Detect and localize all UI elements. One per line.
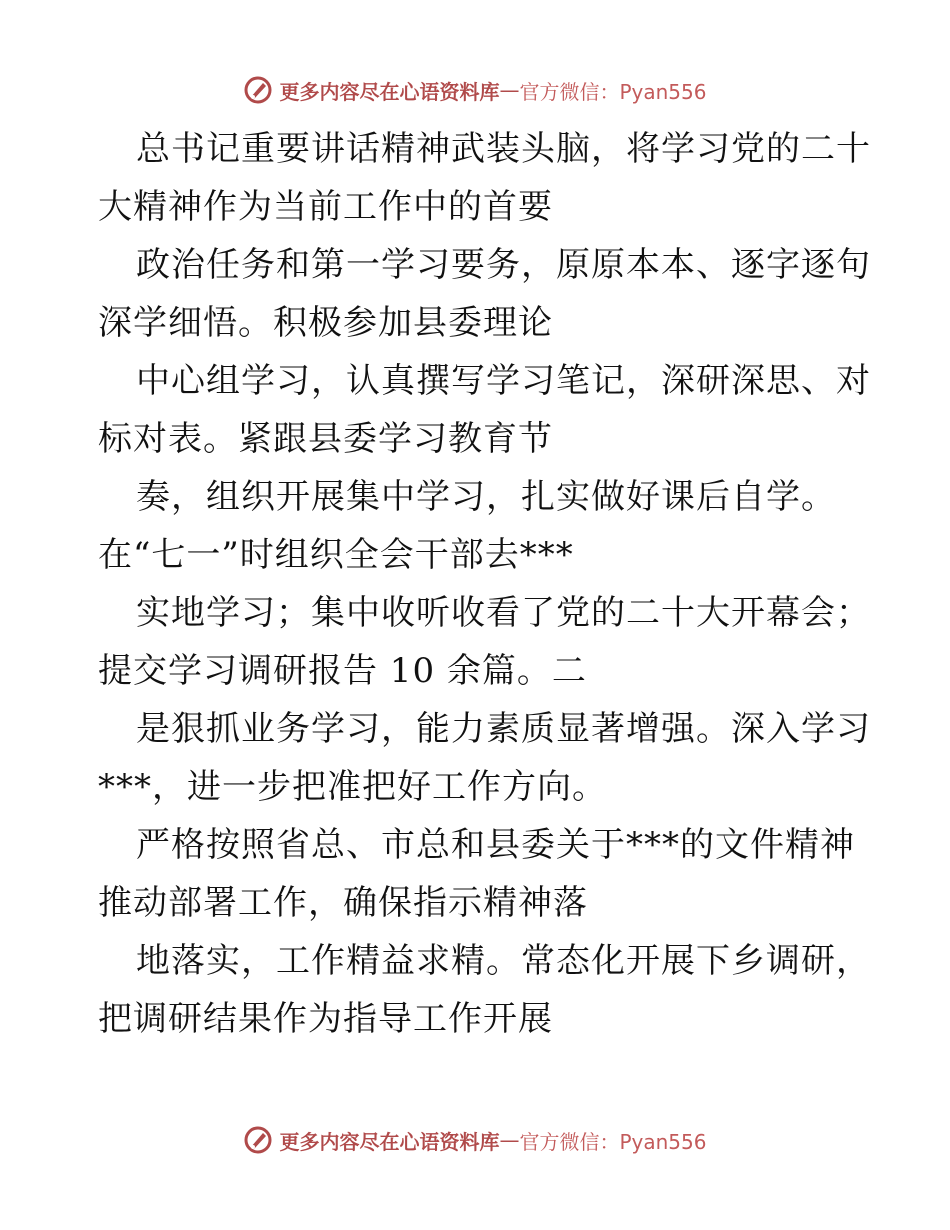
body-line: 总书记重要讲话精神武装头脑，将学习党的二十 <box>136 129 871 169</box>
footer-banner-main: 更多内容尽在心语资料库 <box>279 1129 500 1154</box>
body-line: 在“七一”时组织全会干部去*** <box>98 535 574 575</box>
body-line: 标对表。紧跟县委学习教育节 <box>98 419 553 459</box>
footer-banner-dash: — <box>499 1128 520 1152</box>
body-line: 推动部署工作，确保指示精神落 <box>98 883 588 923</box>
body-line: ***，进一步把准把好工作方向。 <box>98 767 607 807</box>
pen-nib-logo-icon <box>243 1125 273 1155</box>
body-line: 政治任务和第一学习要务，原原本本、逐字逐句 <box>136 245 871 285</box>
body-line: 是狠抓业务学习，能力素质显著增强。深入学习 <box>136 709 871 749</box>
body-line: 提交学习调研报告 10 余篇。二 <box>98 651 587 691</box>
document-body <box>98 120 871 1048</box>
body-line: 深学细悟。积极参加县委理论 <box>98 303 553 343</box>
header-banner <box>0 72 950 108</box>
pen-nib-logo-icon <box>243 75 273 105</box>
header-banner-main: 更多内容尽在心语资料库 <box>279 79 500 104</box>
body-line: 把调研结果作为指导工作开展 <box>98 999 553 1039</box>
body-line: 严格按照省总、市总和县委关于***的文件精神 <box>136 825 855 865</box>
body-line: 大精神作为当前工作中的首要 <box>98 187 553 227</box>
body-line: 奏，组织开展集中学习，扎实做好课后自学。 <box>136 477 836 517</box>
body-line: 地落实，工作精益求精。常态化开展下乡调研， <box>136 941 871 981</box>
body-line: 中心组学习，认真撰写学习笔记，深研深思、对 <box>136 361 871 401</box>
header-banner-dash: — <box>499 78 520 102</box>
footer-banner <box>0 1122 950 1158</box>
body-line: 实地学习；集中收听收看了党的二十大开幕会； <box>136 593 871 633</box>
footer-banner-wechat: 官方微信：Pyan556 <box>519 1129 707 1154</box>
header-banner-wechat: 官方微信：Pyan556 <box>519 79 707 104</box>
